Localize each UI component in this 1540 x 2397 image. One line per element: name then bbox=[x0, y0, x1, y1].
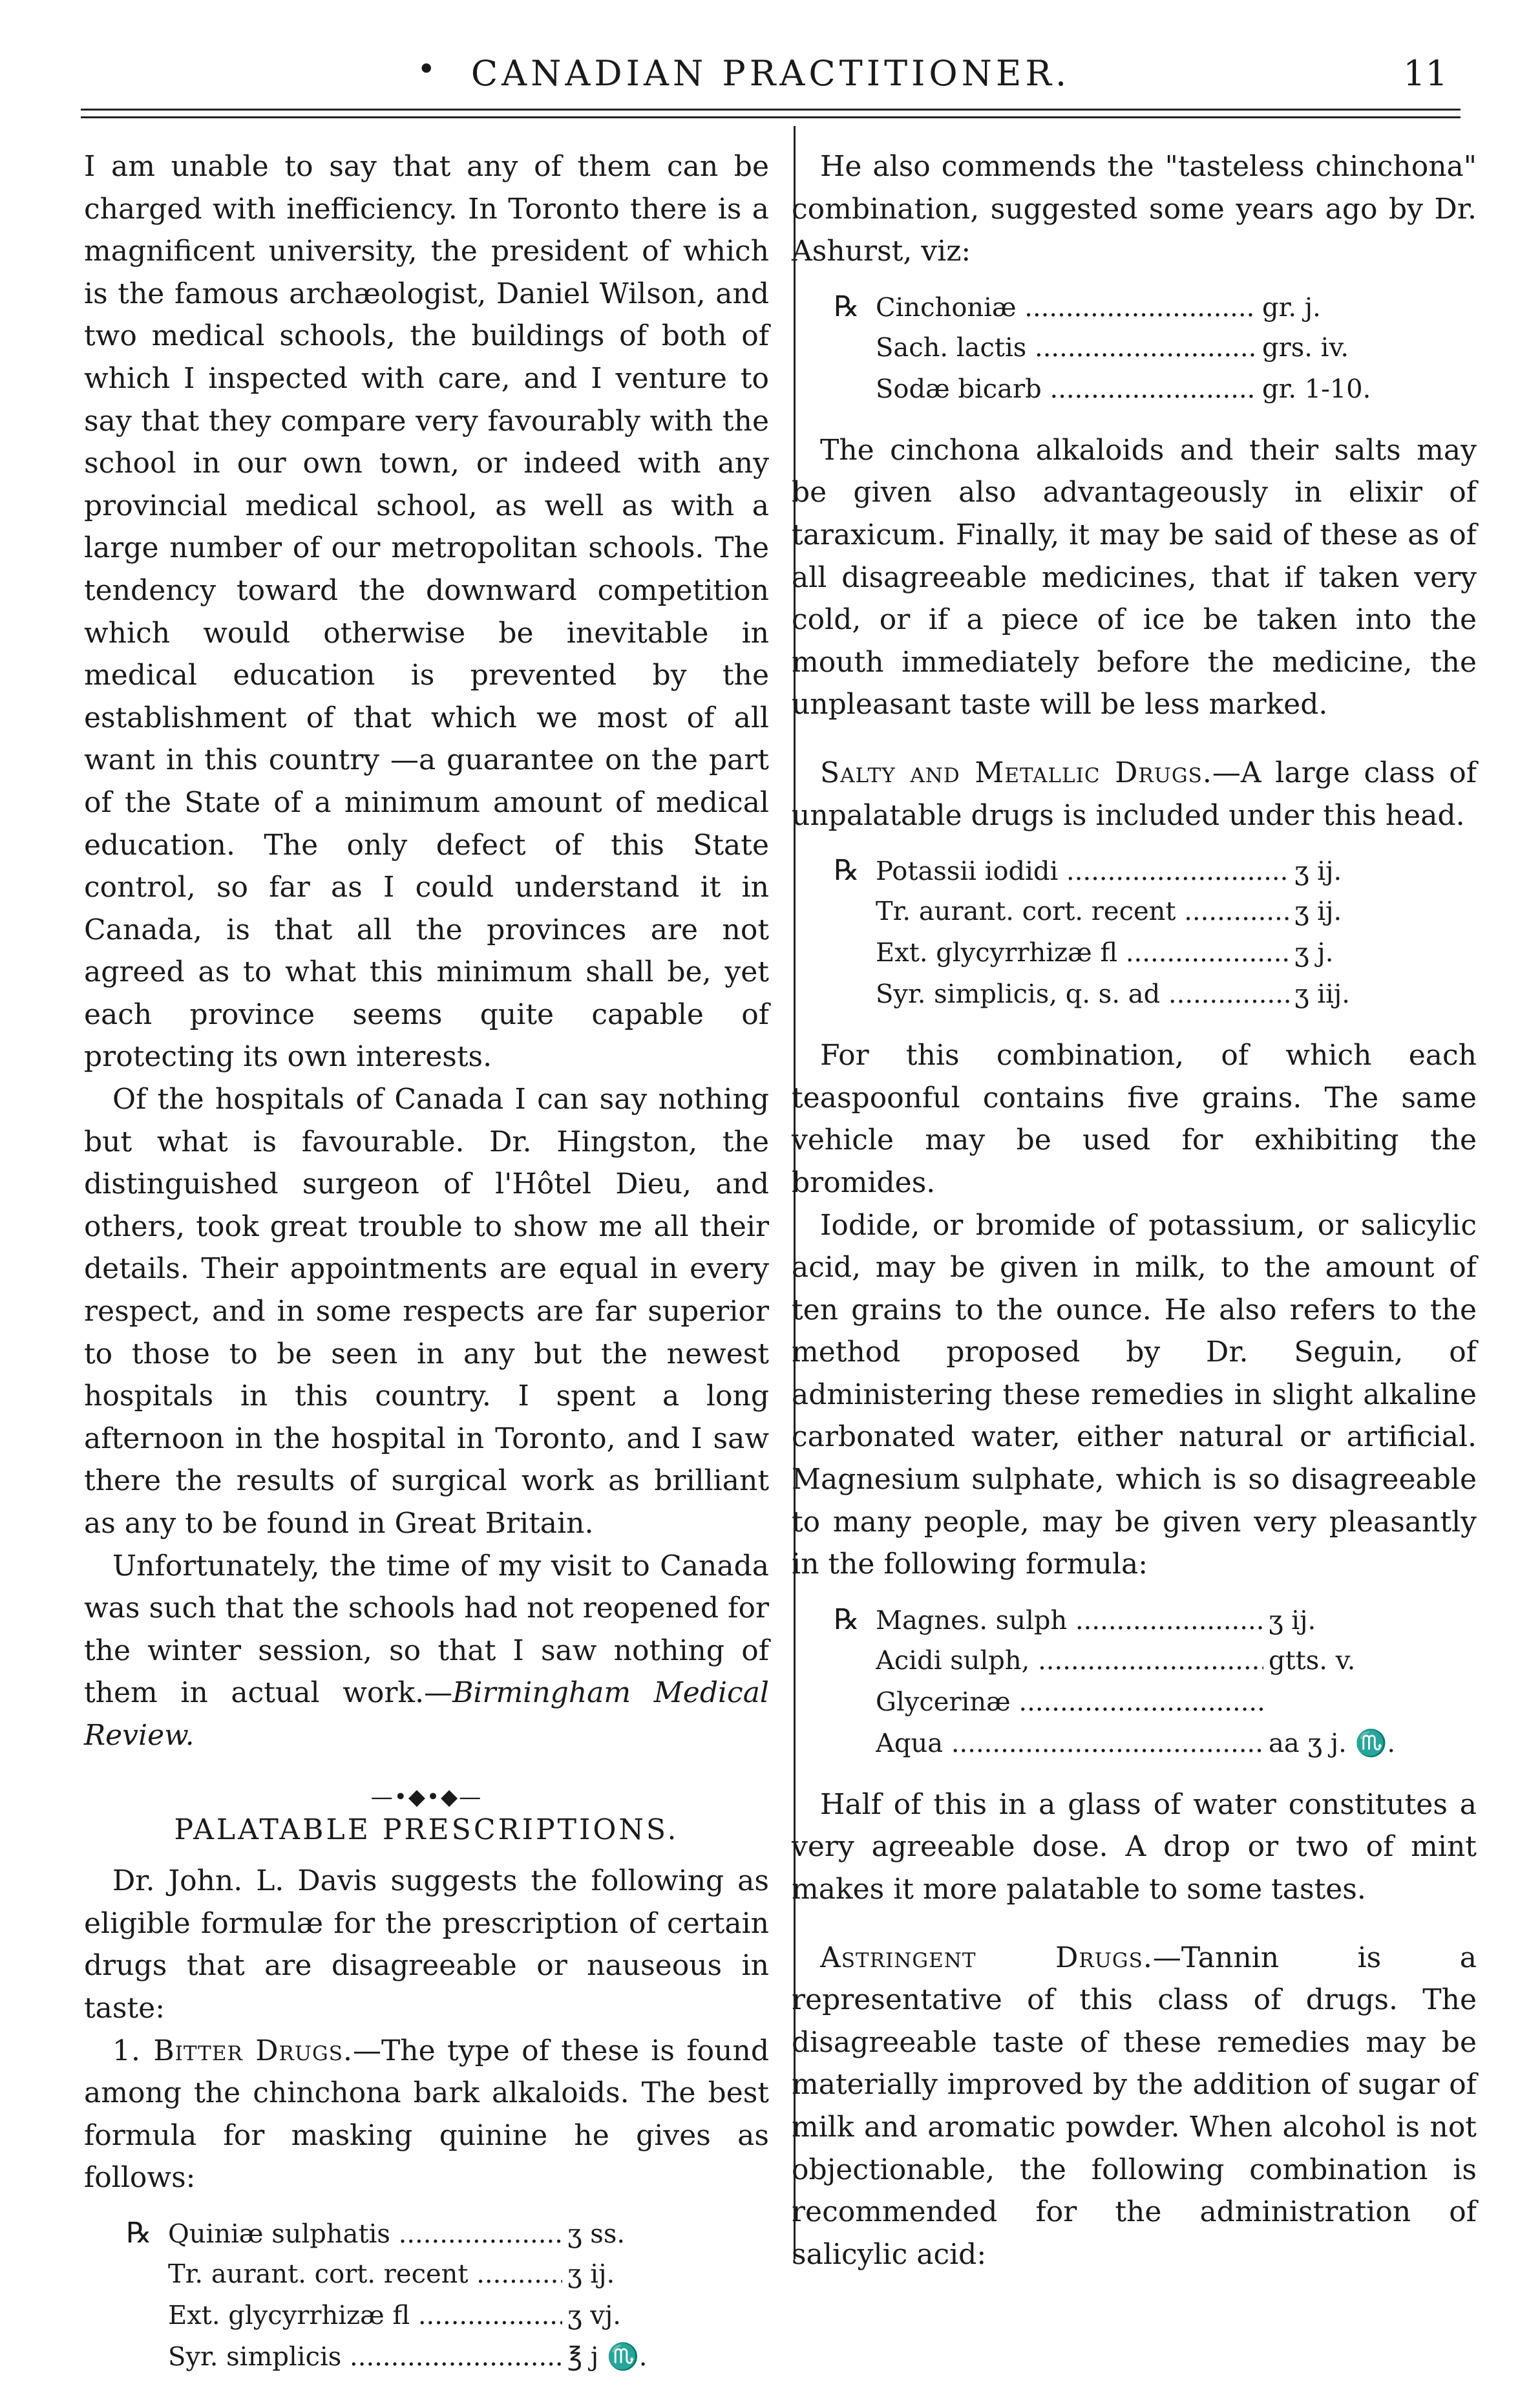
rx-row bbox=[817, 849, 1412, 891]
rx-quantity: ℥ j ♏. bbox=[567, 2341, 648, 2372]
rx-row bbox=[110, 2212, 704, 2253]
right-paragraph-1: He also commends the "tasteless chinchona" combination, suggested some years ago by Dr. Ashurst, viz: bbox=[792, 150, 1477, 268]
rx-quantity: gr. j. bbox=[1262, 292, 1321, 323]
rx-row bbox=[817, 1640, 1412, 1681]
right-paragraph-3-text: —A large class of unpalatable drugs is included under this head. bbox=[792, 756, 1477, 832]
rx-ingredient: Magnes. sulph ..... bbox=[876, 1600, 1263, 1643]
rx-quantity: ʒ ss. bbox=[567, 2219, 626, 2249]
prescription-tasteless-chinchona bbox=[817, 286, 1412, 410]
rx-ingredient: Sach. lactis ..... bbox=[876, 327, 1257, 370]
rx-row bbox=[817, 1599, 1412, 1640]
rx-ingredient: Aqua ..... bbox=[876, 1723, 1263, 1765]
right-paragraph-7-text: —Tannin is a representative of this class of drugs. The disagreeable taste of these remedies may be materially improved by the addition of sugar of milk and aromatic powder. When alcohol is not objectionable, the following combination is recommended for the administration of salicylic acid: bbox=[792, 1941, 1477, 2271]
right-paragraph-5: Iodide, or bromide of potassium, or salicylic acid, may be given in milk, to the amount of ten grains to the ounce. He also refers to the method proposed by Dr. Seguin, of administering these remedies in slight alkaline carbonated water, either natural or artificial. Magnesium sulphate, which is so disagreeable to many people, may be given very pleasantly in the following formula: bbox=[792, 1208, 1477, 1581]
rx-quantity: ʒ iij. bbox=[1294, 979, 1350, 1010]
rx-row bbox=[817, 368, 1412, 410]
rx-quantity: ʒ ij. bbox=[1269, 1605, 1316, 1635]
rx-row bbox=[817, 974, 1412, 1015]
left-paragraph-3-text: Unfortunately, the time of my visit to Canada was such that the schools had not reopened for the winter session, so that I saw nothing of them in actual work.— bbox=[84, 1549, 769, 1710]
right-paragraph-3 bbox=[792, 752, 1477, 836]
left-paragraph-4: Dr. John. L. Davis suggests the following as eligible formulæ for the prescription of certain drugs that are disagreeable or nauseous in taste: bbox=[84, 1864, 769, 2025]
left-column bbox=[84, 145, 769, 2397]
header-dot: • bbox=[417, 50, 436, 88]
rx-row bbox=[817, 286, 1412, 327]
rx-symbol: ℞ bbox=[834, 854, 860, 888]
rx-ingredient: Cinchoniæ ..... bbox=[876, 287, 1257, 330]
paragraph-gap bbox=[792, 726, 1477, 752]
rx-quantity: ʒ ij. bbox=[1294, 857, 1342, 887]
rx-quantity: ʒ j. bbox=[1294, 938, 1334, 968]
rx-row bbox=[817, 932, 1412, 974]
rx-ingredient: Syr. simplicis, q. s. ad ..... bbox=[876, 974, 1289, 1016]
astringent-drugs-lead: Astringent Drugs. bbox=[820, 1941, 1153, 1974]
right-paragraph-2: The cinchona alkaloids and their salts may be given also advantageously in elixir of taraxicum. Finally, it may be said of these as of all disagreeable medicines, that if taken very cold, or if a piece of ice be taken into the mouth immediately before the medicine, the unpleasant taste will be less marked. bbox=[792, 433, 1477, 721]
prescription-magnesium-sulphate bbox=[817, 1599, 1412, 1764]
left-paragraph-2: Of the hospitals of Canada I can say nothing but what is favourable. Dr. Hingston, the distinguished surgeon of l'Hôtel Dieu, and others, took great trouble to show me all their details. Their appointments are equal in every respect, and in some respects are far superior to those to be seen in any but the newest hospitals in this country. I spent a long afternoon in the hospital in Toronto, and I saw there the results of surgical work as brilliant as any to be found in Great Britain. bbox=[84, 1083, 769, 1540]
rx-quantity: ʒ ij. bbox=[567, 2259, 615, 2289]
rx-row bbox=[110, 2253, 704, 2295]
paragraph-gap bbox=[792, 1911, 1477, 1937]
right-column bbox=[792, 145, 1477, 2275]
rx-symbol: ℞ bbox=[834, 1603, 860, 1636]
rx-row bbox=[110, 2336, 704, 2378]
rx-ingredient: Syr. simplicis ..... bbox=[168, 2336, 562, 2379]
rx-row bbox=[817, 891, 1412, 932]
rx-quantity: gtts. v. bbox=[1269, 1645, 1356, 1676]
rx-ingredient: Quiniæ sulphatis ..... bbox=[168, 2213, 562, 2256]
rx-quantity: gr. 1-10. bbox=[1262, 374, 1371, 404]
header-rule-top bbox=[81, 109, 1461, 111]
rx-ingredient: Glycerinæ ..... bbox=[876, 1681, 1263, 1724]
bitter-drugs-lead: 1. Bitter Drugs. bbox=[112, 2034, 353, 2067]
left-paragraph-3 bbox=[84, 1545, 769, 1757]
rx-symbol: ℞ bbox=[834, 290, 860, 323]
rx-ingredient: Tr. aurant. cort. recent ..... bbox=[876, 891, 1289, 933]
rx-ingredient: Sodæ bicarb ..... bbox=[876, 368, 1257, 411]
salty-metallic-lead: Salty and Metallic Drugs. bbox=[820, 756, 1212, 789]
prescription-quinine bbox=[110, 2212, 704, 2378]
rx-ingredient: Potassii iodidi ..... bbox=[876, 851, 1289, 893]
rx-quantity: ʒ vj. bbox=[567, 2300, 622, 2330]
rx-quantity: aa ʒ j. ♏. bbox=[1269, 1728, 1396, 1758]
source-citation: Birmingham Medical Review. bbox=[84, 1676, 770, 1752]
rx-ingredient: Acidi sulph, ..... bbox=[876, 1640, 1263, 1683]
left-paragraph-5 bbox=[84, 2030, 769, 2199]
rx-quantity: ʒ ij. bbox=[1294, 897, 1342, 927]
page-number: 11 bbox=[1403, 53, 1448, 94]
right-paragraph-7 bbox=[792, 1937, 1477, 2276]
header-rule-bottom bbox=[81, 116, 1461, 118]
rx-ingredient: Ext. glycyrrhizæ fl ..... bbox=[168, 2295, 562, 2338]
section-heading: PALATABLE PRESCRIPTIONS. bbox=[174, 1813, 679, 1846]
prescription-potassium-iodide bbox=[817, 849, 1412, 1015]
rx-symbol: ℞ bbox=[126, 2216, 152, 2250]
rx-ingredient: Ext. glycyrrhizæ fl ..... bbox=[876, 932, 1289, 975]
journal-title: CANADIAN PRACTITIONER. bbox=[470, 53, 1071, 94]
rx-row bbox=[817, 1681, 1412, 1723]
left-paragraph-5-text: —The type of these is found among the chinchona bark alkaloids. The best formula for masking quinine he gives as follows: bbox=[84, 2034, 769, 2195]
rx-row bbox=[817, 1723, 1412, 1764]
rx-ingredient: Tr. aurant. cort. recent ..... bbox=[168, 2253, 562, 2296]
rx-row bbox=[817, 327, 1412, 368]
page-header bbox=[81, 45, 1461, 110]
rx-quantity: grs. iv. bbox=[1262, 332, 1349, 363]
right-paragraph-6: Half of this in a glass of water constitutes a very agreeable dose. A drop or two of mint makes it more palatable to some tastes. bbox=[792, 1787, 1477, 1906]
section-ornament: —•◆•◆— bbox=[370, 1784, 483, 1810]
right-paragraph-4: For this combination, of which each teaspoonful contains five grains. The same vehicle may be used for exhibiting the bromides. bbox=[792, 1039, 1477, 1199]
rx-row bbox=[110, 2295, 704, 2336]
left-paragraph-1: I am unable to say that any of them can be charged with inefficiency. In Toronto there is a magnificent university, the president of which is the famous archæologist, Daniel Wilson, and two medical schools, the buildings of both of which I inspected with care, and I venture to say that they compare very favourably with the school in our own town, or indeed with any provincial medical school, as well as with a large number of our metropolitan schools. The tendency toward the downward competition which would otherwise be inevitable in medical education is prevented by the establishment of that which we most of all want in this country —a guarantee on the part of the State of a minimum amount of medical education. The only defect of this State control, so far as I could understand it in Canada, is that all the provinces are not agreed as to what this minimum shall be, yet each province seems quite capable of protecting its own interests. bbox=[84, 150, 769, 1074]
